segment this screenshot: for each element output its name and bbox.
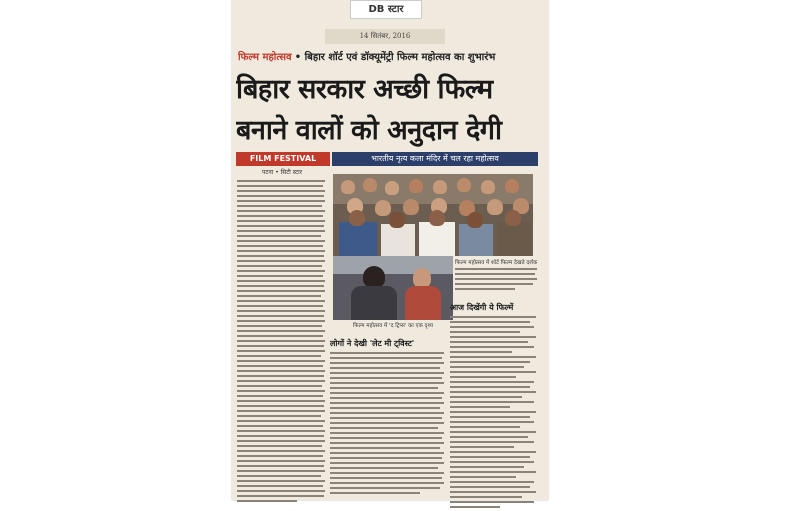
kicker: फिल्म महोत्सव • बिहार शॉर्ट एवं डॉक्यूमेंट्री फिल्म महोत्सव का शुभारंभ: [238, 52, 496, 63]
headline-line2: बनाने वालों को अनुदान देगी: [236, 115, 502, 146]
kicker-title: बिहार शॉर्ट एवं डॉक्यूमेंट्री फिल्म महोत्सव का शुभारंभ: [304, 52, 496, 63]
byline: पटना • सिटी स्टार: [262, 169, 303, 176]
photo-caption: फिल्म महोत्सव में 'द ट्रिप्स' का एक दृश्य: [353, 323, 433, 329]
body-column-left: [237, 180, 327, 505]
masthead: DB स्टार: [350, 0, 422, 19]
publication-date: 14 सितंबर, 2016: [325, 29, 445, 44]
schedule-list: [450, 316, 538, 511]
film-still-photo: [333, 256, 453, 320]
kicker-section: फिल्म महोत्सव: [238, 52, 292, 63]
box-heading: लोगों ने देखी 'लेट मी ट्विस्ट': [330, 339, 415, 348]
subheadline: भारतीय नृत्य कला मंदिर में चल रहा महोत्सव: [332, 152, 538, 166]
audience-photo: [333, 174, 533, 256]
schedule-heading: आज दिखेंगी ये फिल्में: [450, 303, 514, 312]
headline-line1: बिहार सरकार अच्छी फिल्म: [236, 74, 493, 105]
box-story-body: [330, 352, 446, 497]
side-caption-block: [455, 258, 538, 293]
newspaper-page: [232, 0, 548, 500]
festival-label: FILM FESTIVAL: [236, 152, 330, 166]
side-caption: फिल्म महोत्सव में शॉर्ट फिल्म देखते दर्शक: [455, 260, 538, 266]
